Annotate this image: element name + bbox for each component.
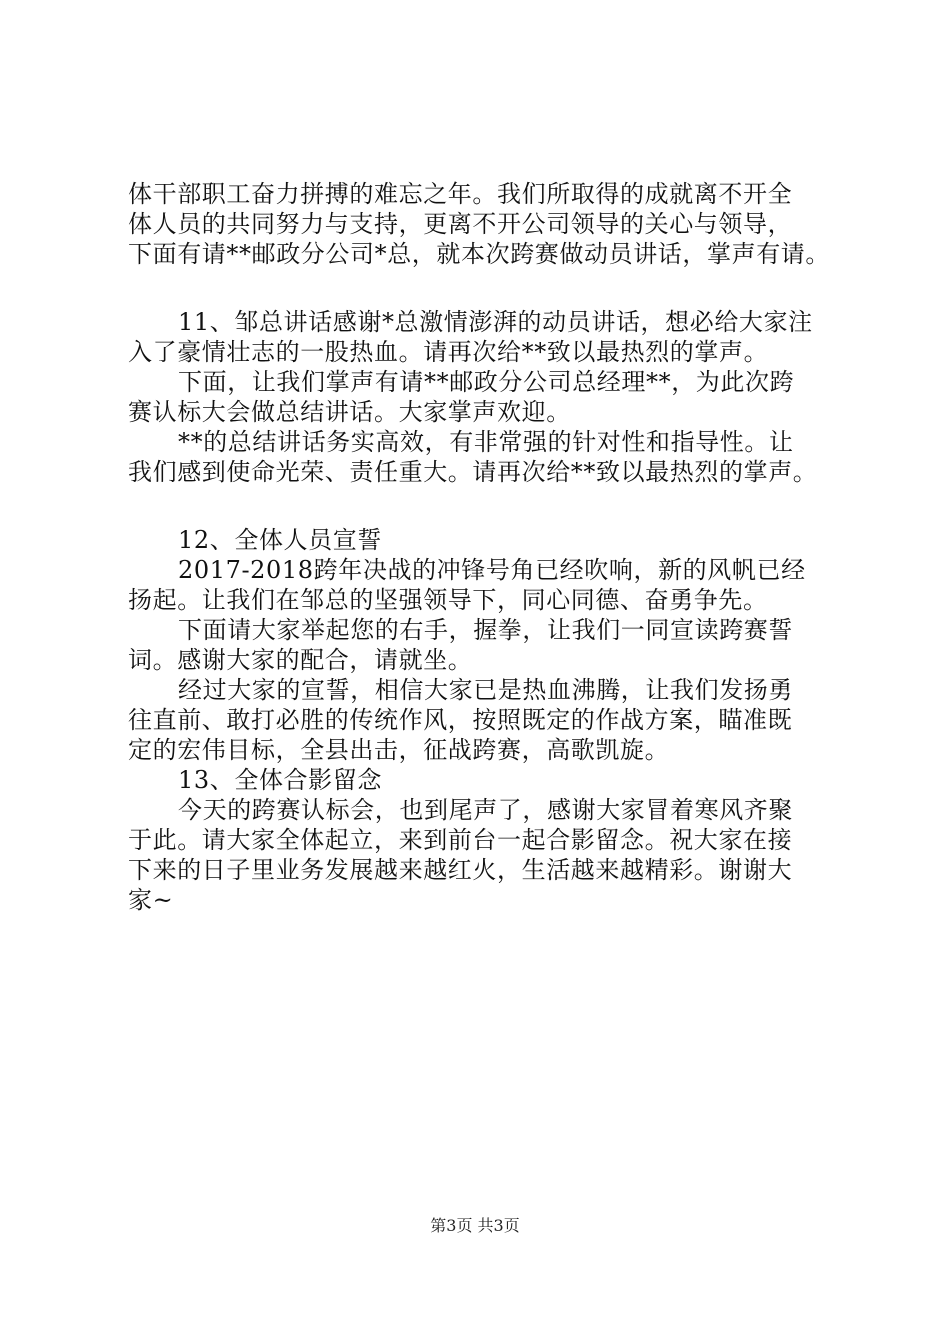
text-line: 家~ [128, 886, 174, 914]
text-line: 下面，让我们掌声有请**邮政分公司总经理**，为此次跨 [178, 368, 795, 396]
text-line: 下来的日子里业务发展越来越红火，生活越来越精彩。谢谢大 [128, 856, 793, 884]
text-line: 下面请大家举起您的右手，握拳，让我们一同宣读跨赛誓 [178, 616, 793, 644]
text-line: 于此。请大家全体起立，来到前台一起合影留念。祝大家在接 [128, 826, 793, 854]
text-line: 今天的跨赛认标会，也到尾声了，感谢大家冒着寒风齐聚 [178, 796, 793, 824]
text-line: 往直前、敢打必胜的传统作风，按照既定的作战方案，瞄准既 [128, 706, 793, 734]
text-line: 体干部职工奋力拼搏的难忘之年。我们所取得的成就离不开全 [128, 180, 793, 208]
section-heading: 13、全体合影留念 [178, 766, 382, 794]
text-line: 11、邹总讲话感谢*总激情澎湃的动员讲话，想必给大家注 [178, 308, 813, 336]
text-line: 我们感到使命光荣、责任重大。请再次给**致以最热烈的掌声。 [128, 458, 818, 486]
section-heading: 12、全体人员宣誓 [178, 526, 382, 554]
paragraph-gap [128, 487, 848, 525]
text-line: 下面有请**邮政分公司*总，就本次跨赛做动员讲话，掌声有请。 [128, 240, 830, 268]
text-line: 词。感谢大家的配合，请就坐。 [128, 646, 473, 674]
text-line: 赛认标大会做总结讲话。大家掌声欢迎。 [128, 398, 571, 426]
text-line: 定的宏伟目标，全县出击，征战跨赛，高歌凯旋。 [128, 736, 670, 764]
text-line: 2017-2018跨年决战的冲锋号角已经吹响，新的风帆已经 [178, 556, 806, 584]
text-line: 经过大家的宣誓，相信大家已是热血沸腾，让我们发扬勇 [178, 676, 793, 704]
page-footer: 第3页 共3页 [430, 1216, 520, 1235]
text-line: 入了豪情壮志的一股热血。请再次给**致以最热烈的掌声。 [128, 338, 769, 366]
paragraph-gap [128, 269, 848, 307]
text-line: **的总结讲话务实高效，有非常强的针对性和指导性。让 [178, 428, 794, 456]
document-body [128, 179, 848, 915]
text-line: 扬起。让我们在邹总的坚强领导下，同心同德、奋勇争先。 [128, 586, 768, 614]
text-line: 体人员的共同努力与支持，更离不开公司领导的关心与领导， [128, 210, 793, 238]
